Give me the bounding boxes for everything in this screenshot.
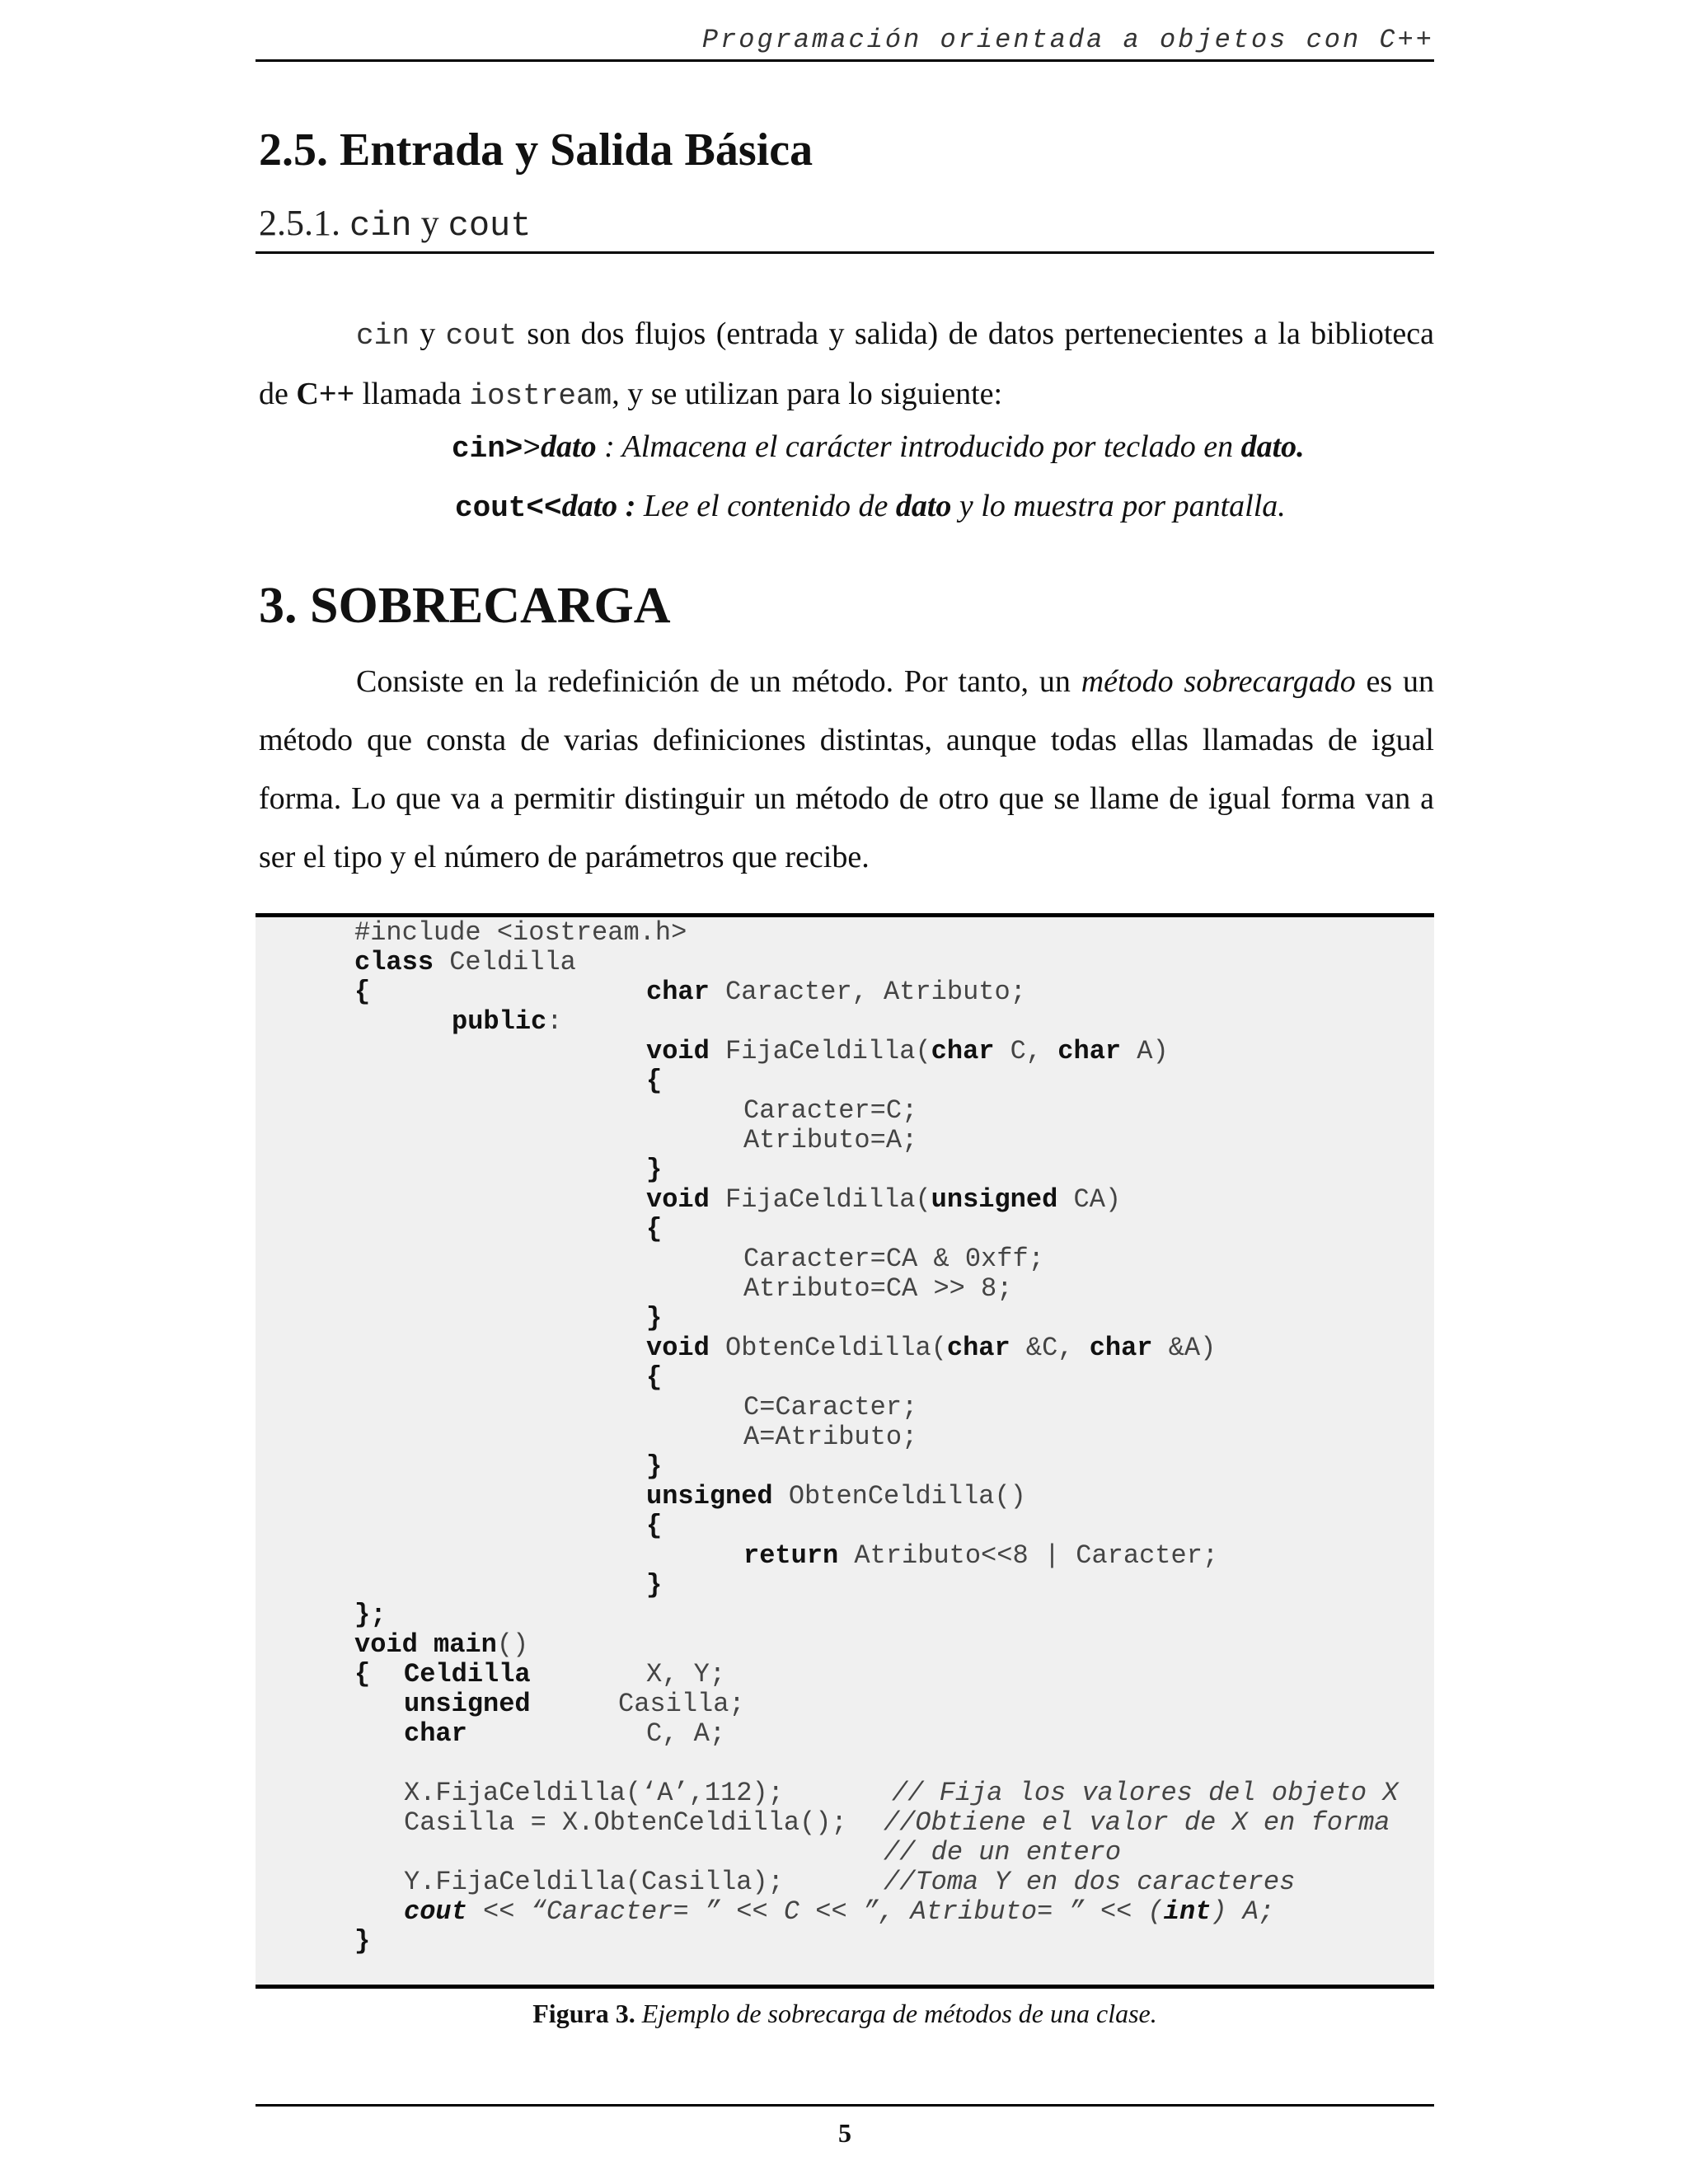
header-rule — [256, 59, 1434, 62]
intro-cpp: C++ — [296, 377, 355, 411]
code-line-27a: unsigned — [404, 1689, 531, 1719]
code-line-34: } — [354, 1926, 371, 1957]
def-cin-dato: dato — [541, 429, 597, 464]
section-heading-3: 3. SOBRECARGA — [259, 578, 671, 634]
intro-text-1: son dos flujos (entrada y salida) de datos pertenecientes a la biblioteca de — [259, 316, 1435, 411]
code-line-22: return Atributo<<8 | Caracter; — [743, 1540, 1219, 1571]
code-line-25: void main() — [354, 1629, 529, 1660]
def-cout-keyword: cout<< — [455, 491, 562, 525]
def-cout-dato2: dato — [895, 489, 952, 523]
caption-text: Ejemplo de sobrecarga de métodos de una clase. — [635, 1999, 1157, 2028]
code-line-31: // de un entero — [884, 1837, 1122, 1868]
code-line-4: public: — [452, 1006, 563, 1037]
code-line-3b: char Caracter, Atributo; — [646, 977, 1026, 1007]
intro-cout: cout — [445, 319, 518, 353]
code-line-30b: //Obtiene el valor de X en forma — [884, 1807, 1390, 1838]
code-line-16: { — [646, 1362, 663, 1393]
footer-rule — [256, 2104, 1434, 2107]
intro-iostream: iostream — [469, 379, 612, 413]
code-line-23: } — [646, 1570, 663, 1601]
subsection-rule — [256, 251, 1434, 254]
code-line-20: unsigned ObtenCeldilla() — [646, 1481, 1026, 1511]
page-number: 5 — [838, 2118, 851, 2148]
intro-y: y — [420, 316, 436, 351]
def-cout-dato: dato — [561, 489, 618, 523]
code-line-26c: X, Y; — [646, 1659, 726, 1690]
code-line-2: class Celdilla — [354, 947, 576, 977]
code-line-6: { — [646, 1066, 663, 1096]
overload-text-2: es un método que consta de varias definiciones distintas, aunque todas ellas llamadas de igual forma. Lo que va a permitir distinguir un método de otro que se llame de igual forma van a ser el tipo y el número de parámetros que recibe. — [259, 664, 1435, 874]
def-cin-dato2: dato. — [1240, 429, 1305, 464]
code-line-18: A=Atributo; — [743, 1422, 918, 1452]
overload-emphasis: método sobrecargado — [1081, 664, 1356, 699]
intro-text-3: , y se utilizan para lo siguiente: — [612, 377, 1003, 411]
code-line-3a: { — [354, 977, 371, 1007]
code-line-33: cout << “Caracter= ” << C << ”, Atributo= ” << (int) A; — [404, 1896, 1275, 1927]
code-line-24: }; — [354, 1600, 387, 1630]
code-line-13: Atributo=CA >> 8; — [743, 1273, 1013, 1304]
code-line-14: } — [646, 1303, 663, 1333]
code-line-9: } — [646, 1155, 663, 1185]
running-header: Programación orientada a objetos con C++ — [701, 25, 1434, 55]
code-line-30a: Casilla = X.ObtenCeldilla(); — [404, 1807, 847, 1838]
code-line-8: Atributo=A; — [743, 1125, 918, 1155]
code-line-15: void ObtenCeldilla(char &C, char &A) — [646, 1333, 1217, 1363]
code-line-17: C=Caracter; — [743, 1392, 918, 1422]
code-listing — [256, 913, 1434, 1989]
subsection-cin: cin — [349, 206, 412, 246]
code-line-32b: //Toma Y en dos caracteres — [884, 1867, 1296, 1897]
subsection-cout: cout — [448, 206, 532, 246]
def-cin-op: > — [523, 432, 542, 466]
code-line-21: { — [646, 1511, 663, 1541]
code-line-26b: Celdilla — [404, 1659, 531, 1690]
section-heading-2-5: 2.5. Entrada y Salida Básica — [259, 124, 814, 176]
def-cout-desc: Lee el contenido de — [635, 489, 896, 523]
code-line-29b: // Fija los valores del objeto X — [892, 1778, 1399, 1808]
overload-paragraph — [259, 653, 1434, 887]
code-line-11: { — [646, 1214, 663, 1244]
subsection-heading-2-5-1 — [259, 202, 531, 246]
code-line-29a: X.FijaCeldilla(‘A’,112); — [404, 1778, 784, 1808]
caption-label: Figura 3. — [532, 1999, 635, 2028]
overload-text-1: Consiste en la redefinición de un método. Por tanto, un — [356, 664, 1071, 699]
def-cin-keyword: cin> — [452, 432, 523, 466]
code-line-28a: char — [404, 1718, 467, 1749]
code-line-10: void FijaCeldilla(unsigned CA) — [646, 1184, 1122, 1215]
def-cout-desc2: y lo muestra por pantalla. — [951, 489, 1286, 523]
code-line-28b: C, A; — [646, 1718, 726, 1749]
intro-text-2: llamada — [362, 377, 462, 411]
code-line-26a: { — [354, 1659, 371, 1690]
definition-cin — [452, 429, 1305, 466]
code-line-32a: Y.FijaCeldilla(Casilla); — [404, 1867, 784, 1897]
code-line-5: void FijaCeldilla(char C, char A) — [646, 1036, 1169, 1066]
intro-paragraph — [259, 305, 1434, 425]
code-line-19: } — [646, 1451, 663, 1482]
figure-caption — [256, 1999, 1434, 2029]
code-line-12: Caracter=CA & 0xff; — [743, 1244, 1044, 1274]
code-line-27b: Casilla; — [618, 1689, 745, 1719]
subsection-y: y — [420, 203, 439, 243]
def-cout-colon: : — [617, 489, 636, 523]
definition-cout — [455, 488, 1286, 525]
code-line-7: Caracter=C; — [743, 1095, 918, 1126]
def-cin-desc: : Almacena el carácter introducido por teclado en — [596, 429, 1241, 464]
subsection-number: 2.5.1. — [259, 203, 340, 243]
code-line-1: #include <iostream.h> — [354, 917, 687, 948]
intro-cin: cin — [356, 319, 410, 353]
